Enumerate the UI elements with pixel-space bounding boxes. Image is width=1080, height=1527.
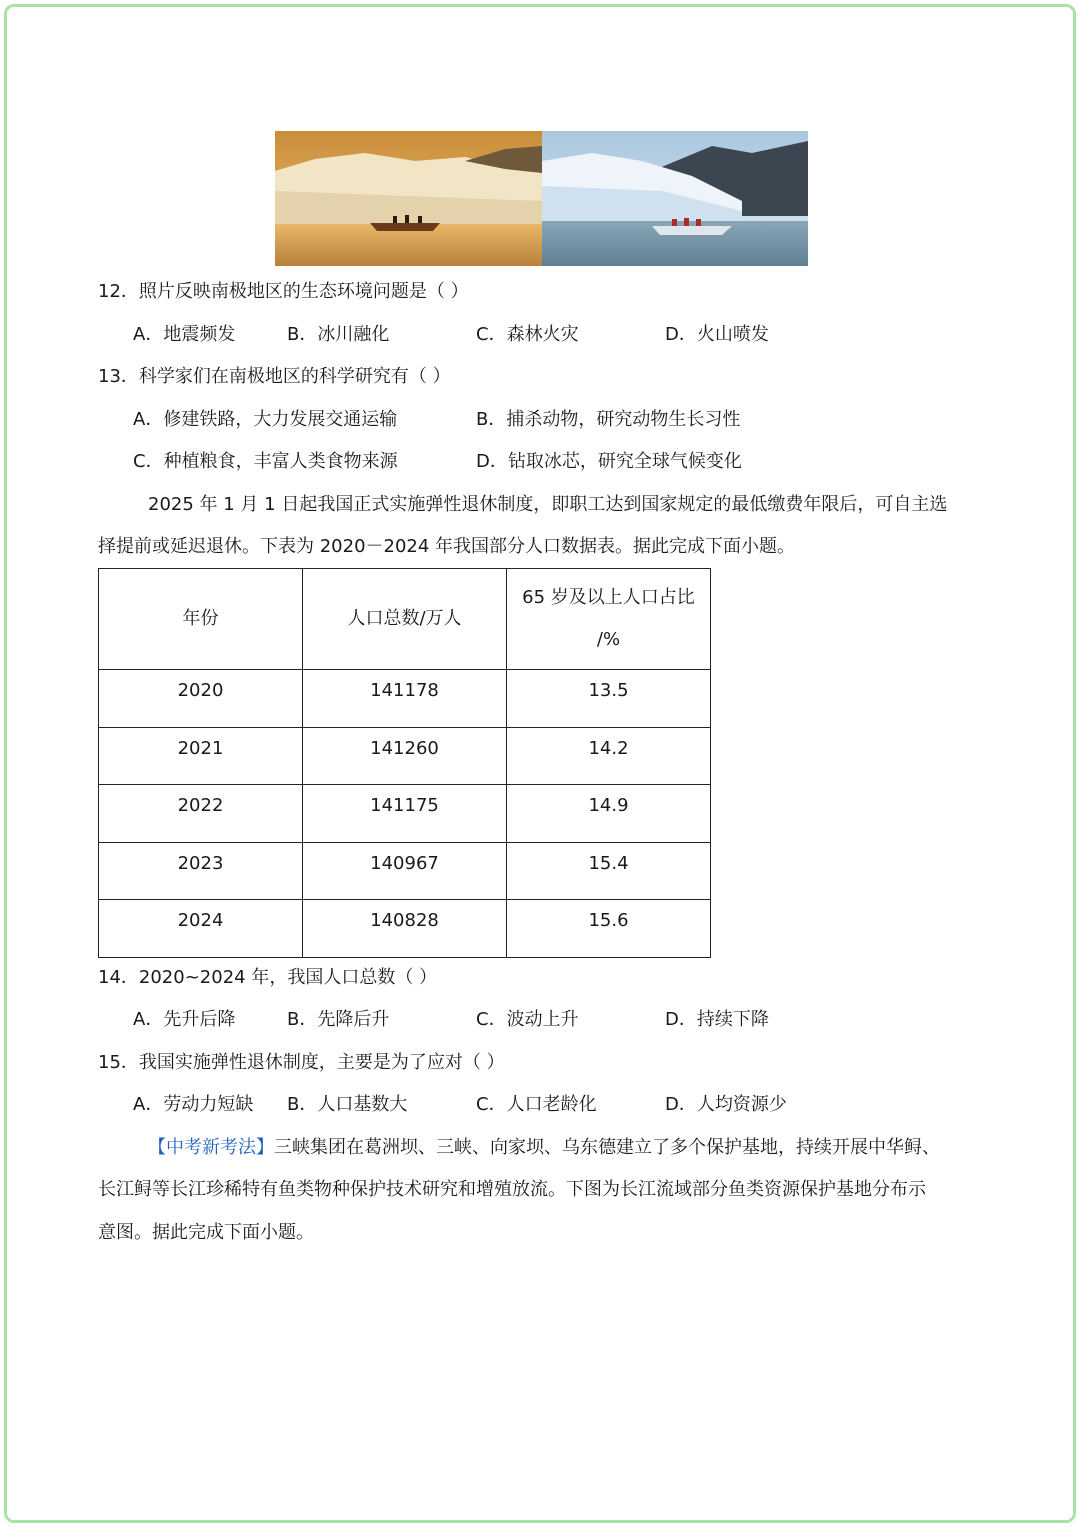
table-row — [99, 900, 711, 958]
q14-option-c: C．波动上升 — [476, 1009, 579, 1030]
table-header-row — [99, 569, 711, 670]
q13-option-c: C．种植粮食，丰富人类食物来源 — [133, 451, 398, 472]
table-cell: 140828 — [303, 900, 507, 958]
q15-option-a: A．劳动力短缺 — [133, 1094, 254, 1115]
q15-option-c: C．人口老龄化 — [476, 1094, 597, 1115]
q14-option-d: D．持续下降 — [665, 1009, 769, 1030]
passage-1-line-2: 择提前或延迟退休。下表为 2020－2024 年我国部分人口数据表。据此完成下面小题。 — [98, 536, 796, 557]
table-cell: 141178 — [303, 670, 507, 728]
table-cell: 2022 — [99, 785, 303, 843]
question-15-stem: 15．我国实施弹性退休制度，主要是为了应对（ ） — [98, 1052, 505, 1073]
question-13-stem: 13．科学家们在南极地区的科学研究有（ ） — [98, 366, 451, 387]
question-12-stem: 12．照片反映南极地区的生态环境问题是（ ） — [98, 281, 469, 302]
passage-2-line-3: 意图。据此完成下面小题。 — [98, 1222, 314, 1243]
table-cell: 141175 — [303, 785, 507, 843]
q12-option-b: B．冰川融化 — [287, 324, 390, 345]
glacier-photo-boat — [542, 131, 808, 266]
table-cell: 14.2 — [507, 727, 711, 785]
table-cell: 141260 — [303, 727, 507, 785]
new-exam-method-tag: 【中考新考法】 — [148, 1137, 274, 1158]
table-cell: 15.4 — [507, 842, 711, 900]
population-table — [98, 568, 711, 958]
q12-option-d: D．火山喷发 — [665, 324, 769, 345]
header-total-population: 人口总数/万人 — [303, 569, 507, 670]
q13-option-d: D．钻取冰芯，研究全球气候变化 — [476, 451, 742, 472]
table-cell: 140967 — [303, 842, 507, 900]
table-cell: 2021 — [99, 727, 303, 785]
passage-1-line-1: 2025 年 1 月 1 日起我国正式实施弹性退休制度，即职工达到国家规定的最低缴费年限后，可自主选 — [148, 494, 948, 515]
table-cell: 14.9 — [507, 785, 711, 843]
q13-option-a: A．修建铁路，大力发展交通运输 — [133, 409, 398, 430]
passage-2-line-1 — [148, 1136, 940, 1160]
q14-option-b: B．先降后升 — [287, 1009, 390, 1030]
passage-2-line-2: 长江鲟等长江珍稀特有鱼类物种保护技术研究和增殖放流。下图为长江流域部分鱼类资源保护基地分布示 — [98, 1179, 926, 1200]
question-14-stem: 14．2020~2024 年，我国人口总数（ ） — [98, 967, 438, 988]
header-elderly-share — [507, 569, 711, 670]
q14-option-a: A．先升后降 — [133, 1009, 236, 1030]
table-cell: 13.5 — [507, 670, 711, 728]
q15-option-d: D．人均资源少 — [665, 1094, 787, 1115]
q12-option-a: A．地震频发 — [133, 324, 236, 345]
q12-option-c: C．森林火灾 — [476, 324, 579, 345]
table-cell: 15.6 — [507, 900, 711, 958]
table-cell: 2024 — [99, 900, 303, 958]
table-cell: 2023 — [99, 842, 303, 900]
table-row — [99, 727, 711, 785]
glacier-photos — [275, 131, 808, 266]
table-row — [99, 842, 711, 900]
header-elderly-share-line-2: /% — [596, 629, 621, 650]
table-row — [99, 785, 711, 843]
table-cell: 2020 — [99, 670, 303, 728]
q13-option-b: B．捕杀动物，研究动物生长习性 — [476, 409, 741, 430]
header-year: 年份 — [99, 569, 303, 670]
glacier-photo-sunset — [275, 131, 542, 266]
header-elderly-share-line-1: 65 岁及以上人口占比 — [522, 587, 695, 608]
q15-option-b: B．人口基数大 — [287, 1094, 408, 1115]
passage-2-text-1: 三峡集团在葛洲坝、三峡、向家坝、乌东德建立了多个保护基地，持续开展中华鲟、 — [274, 1137, 940, 1158]
table-row — [99, 670, 711, 728]
